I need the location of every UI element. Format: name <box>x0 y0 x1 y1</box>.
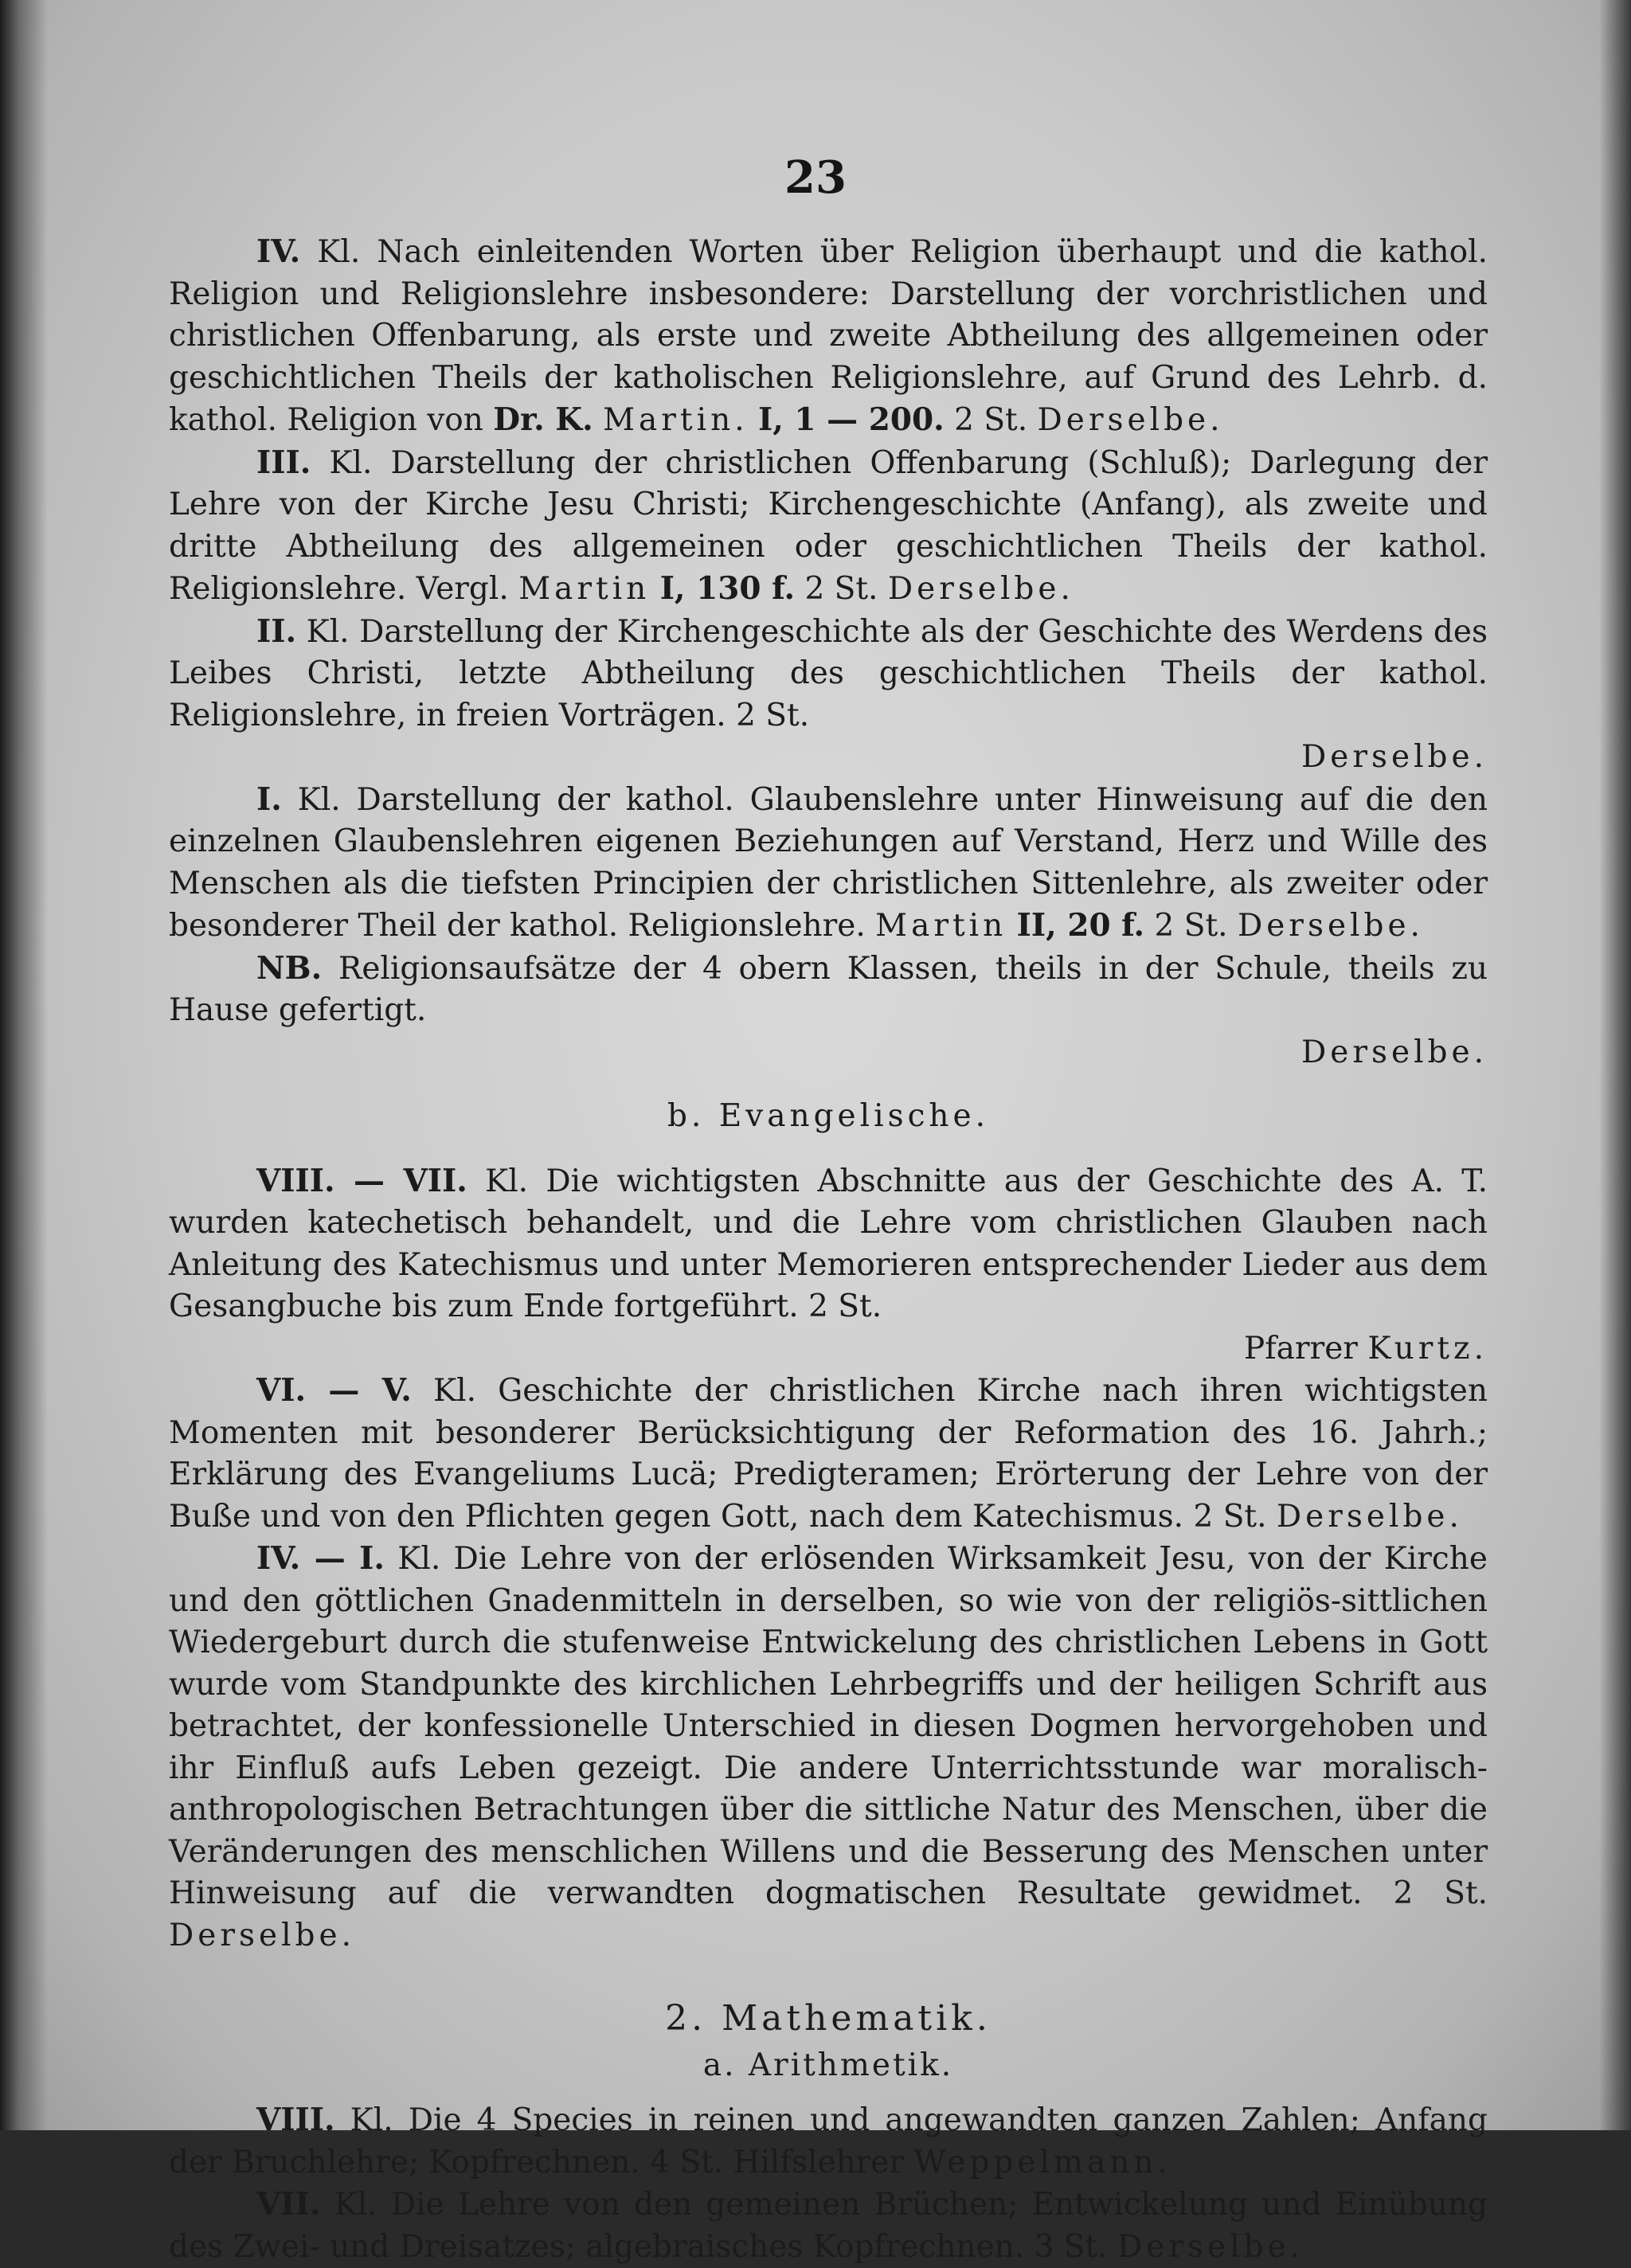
teacher: Derselbe. <box>1117 2228 1304 2265</box>
nb-label: NB. <box>256 949 323 987</box>
kl-label: Kl. <box>397 1541 441 1577</box>
hours: 2 St. <box>808 1288 882 1324</box>
subsection-heading-arithmetik: a. Arithmetik. <box>702 2047 954 2083</box>
reference: I, 1 — 200. <box>758 401 945 438</box>
kl-label: Kl. <box>485 1163 529 1199</box>
page-number: 23 <box>784 151 847 204</box>
paragraph-arith-viii <box>169 2099 1488 2184</box>
hours: 2 St. <box>804 571 878 607</box>
paragraph-catholic-ii <box>169 611 1488 737</box>
teacher-title: Hilfslehrer <box>733 2144 905 2180</box>
author-title: Dr. K. <box>493 401 593 438</box>
kl-label: Kl. <box>306 613 350 650</box>
paragraph-catholic-i <box>169 779 1488 948</box>
paragraph-catholic-iv <box>169 231 1488 442</box>
teacher: Kurtz. <box>1367 1330 1488 1367</box>
paragraph-catholic-iii <box>169 442 1488 611</box>
binding-shadow-left <box>0 0 48 2130</box>
hours: 4 St. <box>650 2144 724 2180</box>
hours: 2 St. <box>954 402 1028 438</box>
paragraph-arith-vii <box>169 2184 1488 2268</box>
class-label: VI. — V. <box>256 1372 412 1409</box>
author-name: Martin <box>518 571 651 607</box>
paragraph-body: Darstellung der christlichen Offenbarung (Schluß); Darlegung der Lehre von der Kirche Jesu Christi; Kirchengeschichte (Anfang), als zweite und dritte Abtheilung des allgemeinen oder geschichtlichen Theils der kathol. Religionslehre. Vergl. <box>169 444 1488 607</box>
hours: 2 St. <box>736 697 810 733</box>
paragraph-nb <box>169 948 1488 1032</box>
class-label: VIII. — VII. <box>256 1162 467 1199</box>
page-edge-right <box>1599 0 1631 2130</box>
kl-label: Kl. <box>432 1373 476 1409</box>
paragraph-body: Die Lehre von der erlösenden Wirksamkeit Jesu, von der Kirche und den göttlichen Gnadenmitteln in derselben, so wie von der religiös-sittlichen Wiedergeburt durch die stufenweise Entwickelung des christlichen Lebens in Gott wurde vom Standpunkte des kirchlichen Lehrbegriffs und der heiligen Schrift aus betrachtet, der konfessionelle Unterschied in diesen Dogmen hervorgehoben und ihr Einfluß aufs Leben gezeigt. Die andere Unterrichtsstunde war moralisch-anthropologischen Betrachtungen über die sittliche Natur des Menschen, über die Veränderungen des menschlichen Willens und die Besserung des Menschen unter Hinweisung auf die verwandten dogmatischen Resultate gewidmet. <box>169 1541 1488 1911</box>
kl-label: Kl. <box>317 234 361 270</box>
paragraph-body: Geschichte der christlichen Kirche nach ihren wichtigsten Momenten mit besonderer Berücksichtigung der Reformation des 16. Jahrh.; Erklärung des Evangeliums Lucä; Predigteramen; Erörterung der Lehre von der Buße und von den Pflichten gegen Gott, nach dem Katechismus. <box>169 1373 1488 1535</box>
class-label: VII. <box>256 2186 321 2223</box>
teacher: Derselbe. <box>1276 1498 1463 1535</box>
paragraph-evangelical-vi-v <box>169 1370 1488 1538</box>
author-name: Martin <box>875 908 1007 944</box>
kl-label: Kl. <box>334 2187 377 2223</box>
paragraph-body: Die 4 Species in reinen und angewandten ganzen Zahlen; Anfang der Bruchlehre; Kopfrechnen. <box>169 2102 1488 2180</box>
teacher: Derselbe. <box>1300 739 1488 775</box>
teacher: Derselbe. <box>1237 908 1424 944</box>
author-name: Martin. <box>603 402 749 438</box>
teacher: Derselbe. <box>1037 402 1224 438</box>
teacher-title: Pfarrer <box>1244 1330 1358 1367</box>
page-text <box>169 231 1488 2268</box>
class-label: III. <box>256 444 311 481</box>
hours: 2 St. <box>1393 1875 1488 1911</box>
signature-line <box>169 1032 1488 1074</box>
class-label: IV. <box>256 233 301 270</box>
teacher: Derselbe. <box>887 571 1074 607</box>
paragraph-body: Religionsaufsätze der 4 obern Klassen, theils in der Schule, theils zu Hause gefertigt. <box>169 950 1488 1028</box>
teacher: Weppelmann. <box>913 2144 1171 2180</box>
signature-line <box>169 737 1488 779</box>
paragraph-body: Darstellung der Kirchengeschichte als der Geschichte des Werdens des Leibes Christi, letzte Abtheilung des geschichtlichen Theils der kathol. Religionslehre, in freien Vorträgen. <box>169 613 1488 733</box>
paragraph-body: Nach einleitenden Worten über Religion überhaupt und die kathol. Religion und Religionslehre insbesondere: Darstellung der vorchristlichen und christlichen Offenbarung, als erste und zweite Abtheilung des allgemeinen oder geschichtlichen Theils der katholischen Religionslehre, auf Grund des Lehrb. d. kathol. Religion von <box>169 234 1488 438</box>
class-label: II. <box>256 612 297 650</box>
kl-label: Kl. <box>329 444 373 481</box>
paragraph-evangelical-iv-i <box>169 1538 1488 1957</box>
class-label: I. <box>256 780 282 818</box>
hours: 2 St. <box>1193 1498 1267 1535</box>
section-heading-evangelische: b. Evangelische. <box>667 1098 990 1134</box>
class-label: VIII. <box>256 2102 335 2138</box>
paragraph-body: Die wichtigsten Abschnitte aus der Geschichte des A. T. wurden katechetisch behandelt, und die Lehre vom christlichen Glauben nach Anleitung des Katechismus und unter Memorieren entsprechender Lieder aus dem Gesangbuche bis zum Ende fortgeführt. <box>169 1163 1488 1324</box>
reference: II, 20 f. <box>1016 907 1145 944</box>
paragraph-body: Darstellung der kathol. Glaubenslehre unter Hinweisung auf die den einzelnen Glaubenslehren eigenen Beziehungen auf Verstand, Herz und Wille des Menschen als die tiefsten Principien der christlichen Sittenlehre, als zweiter oder besonderer Theil der kathol. Religionslehre. <box>169 781 1488 944</box>
paragraph-evangelical-viii-vii <box>169 1160 1488 1328</box>
signature-line <box>169 1328 1488 1371</box>
section-heading-mathematik: 2. Mathematik. <box>665 1998 992 2039</box>
kl-label: Kl. <box>297 781 341 818</box>
hours: 3 St. <box>1034 2228 1108 2265</box>
teacher: Derselbe. <box>169 1917 356 1953</box>
hours: 2 St. <box>1154 908 1228 944</box>
class-label: IV. — I. <box>256 1540 385 1577</box>
kl-label: Kl. <box>350 2102 393 2138</box>
teacher: Derselbe. <box>1300 1034 1488 1070</box>
paragraph-body: Die Lehre von den gemeinen Brüchen; Entwickelung und Einübung des Zwei- und Dreisatzes; algebraisches Kopfrechnen. <box>169 2187 1488 2265</box>
reference: I, 130 f. <box>659 570 796 607</box>
